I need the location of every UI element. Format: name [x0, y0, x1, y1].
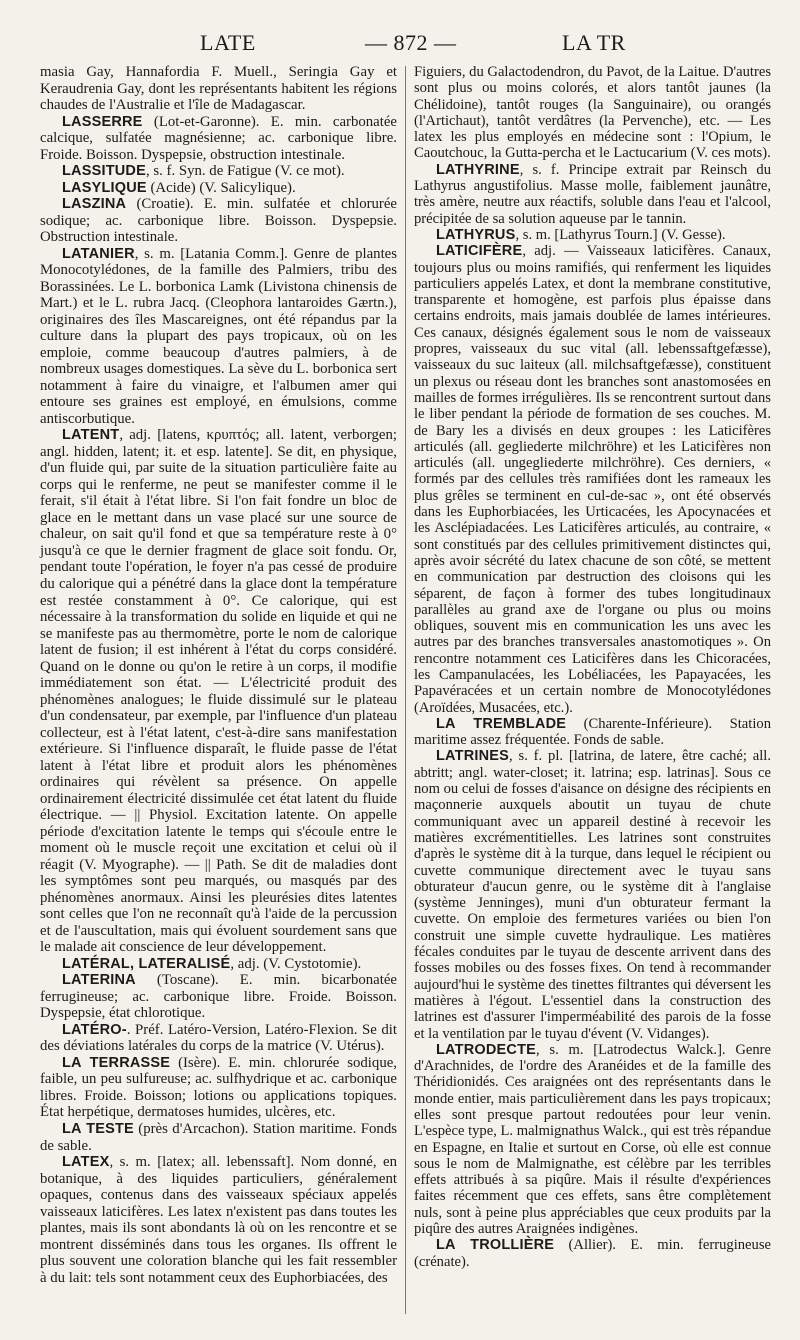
- dictionary-entry: [40, 64, 397, 114]
- entry-text: (Acide) (V. Salicylique).: [146, 179, 296, 196]
- entry-headword: LATÉRAL, LATERALISÉ: [62, 955, 231, 972]
- entry-headword: LASYLIQUE: [62, 179, 147, 196]
- entry-text: , s. m. [Latrodectus Walck.]. Genre d'Arachnides, de l'ordre des Aranéides et de la famille des Théridionidés. Ces araignées ont des représentants dans le monde entier, mais particulièrement dans les pays tropicaux; elles sont presque partout redoutées pour leur venin. L'espèce type, L. malmignathus Walck., qui est très répandue en Espagne, en Italie et surtout en Corse, où elle est connue sous le nom de Malmignathe, est célèbre par les terribles effets attribués à sa piqûre. Mais il résulte d'expériences faites récemment que ces effets, sans être complètement nuls, sont à peine plus appréciables que ceux produits par la piqûre des autres Araignées indigènes.: [414, 1041, 771, 1238]
- dictionary-entry: [40, 427, 397, 956]
- dictionary-entry: [414, 162, 771, 227]
- dictionary-entry: [40, 1022, 397, 1055]
- dictionary-entry: [40, 972, 397, 1022]
- entry-text: (Isère). E. min. chlorurée sodique, faible, un peu sulfureuse; ac. sulfhydrique et ac. carbonique libres. Froide. Boisson; lotions ou applications topiques. État herpétique, dermatoses humides, ulcères, etc.: [40, 1054, 397, 1121]
- dictionary-entry: [414, 716, 771, 749]
- entry-text: Figuiers, du Galactodendron, du Pavot, de la Laitue. D'autres sont plus ou moins colorés, et alors tantôt jaunes (la Chélidoine), tantôt rouges (la Sanguinaire), ou orangés (l'Artichaut), tantôt verdâtres (la Pervenche), etc. — Les latex les plus employés en médecine sont : l'Opium, le Caoutchouc, la Gutta-percha et le Lactucarium (V. ces mots).: [414, 64, 771, 162]
- entry-headword: LATENT: [62, 427, 120, 444]
- entry-headword: LASSERRE: [62, 113, 143, 130]
- column-divider: [405, 66, 406, 1314]
- entry-headword: LA TESTE: [62, 1121, 134, 1137]
- dictionary-entry: [40, 1154, 397, 1286]
- entry-text: , s. f. Principe extrait par Reinsch du Lathyrus angustifolius. Masse molle, faiblement jaunâtre, très amère, neutre aux réactifs, soluble dans l'eau et l'alcool, précipitée de sa solution aqueuse par le tannin.: [414, 161, 771, 227]
- running-head-right: LA TR: [562, 30, 626, 55]
- dictionary-entry: [40, 956, 397, 973]
- page-header: [40, 30, 760, 60]
- dictionary-entry: [40, 163, 397, 180]
- entry-text: (Charente-Inférieure). Station maritime assez fréquentée. Fonds de sable.: [414, 715, 771, 749]
- dictionary-entry: [414, 748, 771, 1041]
- entry-headword: LATRODECTE: [436, 1041, 537, 1058]
- dictionary-entry: [40, 180, 397, 197]
- dictionary-entry: [40, 196, 397, 246]
- entry-text: . Préf. Latéro-Version, Latéro-Flexion. Se dit des déviations latérales du corps de la matrice (V. Utérus).: [40, 1021, 397, 1055]
- left-column: [40, 64, 397, 1286]
- dictionary-entry: [414, 1042, 771, 1238]
- dictionary-entry: [414, 1237, 771, 1270]
- right-column: [414, 64, 771, 1270]
- entry-text: (près d'Arcachon). Station maritime. Fonds de sable.: [40, 1121, 397, 1154]
- dictionary-entry: [40, 246, 397, 428]
- entry-text: , s. f. pl. [latrina, de latere, être caché; all. abtritt; angl. water-closet; it. latrina; esp. latrinas]. Sous ce nom ou celui de fosses d'aisance on désigne des récipients en maçonnerie auxquels aboutit un tuyau de chute communiquant avec un appareil destiné à recevoir les matières excrémentitielles. Les latrines sont construites d'après le système dit à la turque, dans lequel le récipient ou cuvette communique directement avec le tuyau sans obturateur d'aucun genre, ou le système dit à l'anglaise (système Jenninges), muni d'un obturateur fermant la cuvette. On emploie des fermetures variées ou bien l'on construit une simple cuvette hydraulique. Les matières fécales conduites par le tuyau de descente arrivent dans des fosses mobiles ou des fosses fixes. On tend à recommander aujourd'hui le système des tinettes filtrantes qui déversent les matières à l'égout. L'essentiel dans la construction des latrines est d'assurer l'imperméabilité des parois de la fosse et la ventilation par le tuyau d'évent (V. Vidanges).: [414, 748, 771, 1042]
- entry-text: (Allier). E. min. ferrugineuse (crénate).: [414, 1237, 771, 1270]
- dictionary-entry: [414, 243, 771, 716]
- running-head-left: LATE: [200, 30, 256, 55]
- entry-headword: LATICIFÈRE: [436, 243, 523, 260]
- dictionary-entry: [414, 227, 771, 243]
- entry-text: , s. f. Syn. de Fatigue (V. ce mot).: [145, 163, 345, 180]
- entry-headword: LATRINES: [436, 748, 510, 765]
- entry-headword: LA TREMBLADE: [436, 715, 567, 732]
- dictionary-entry: [40, 1121, 397, 1154]
- entry-text: , adj. [latens, κρυπτός; all. latent, verborgen; angl. hidden, latent; it. et esp. latente]. Se dit, en physique, d'un fluide qui, par suite de la situation particulière faite au corps qui le renferme, ne peut se manifester comme il le ferait, s'il était à l'état libre. Si l'on fait fondre un bloc de glace en le mettant dans un vase placé sur une source de chaleur, on sait qu'il fond et que sa température reste à 0° jusqu'à ce que le dernier fragment de glace soit fondu. Or, pendant toute l'opération, le foyer n'a pas cessé de produire du calorique qui a pénétré dans la glace dont la température est restée constamment à 0°. Ce calorique, qui est nécessaire à la transformation du solide en liquide et qui ne se manifeste pas au thermomètre, porte le nom de calorique latent de fusion; il est inhérent à l'état du corps considéré. Quand on le donne ou qu'on le retire à un corps, il modifie immédiatement son état. — L'électricité produit des phénomènes analogues; le fluide dissimulé sur le plateau d'un condensateur, par exemple, par l'influence d'un plateau collecteur, est à l'état latent, c'est-à-dire sans manifestation extérieure. Si l'influence disparaît, le fluide passe de l'état latent à l'état libre et produit alors les phénomènes ordinaires qui révèlent sa présence. On appelle ordinairement électricité dissimulée cet état latent du fluide électrique. — || Physiol. Excitation latente. On appelle période d'excitation latente le temps qui s'écoule entre le moment où le muscle reçoit une excitation et celui où il réagit (V. Myographe). — || Path. Se dit de maladies dont les symptômes sont peu marqués, ou masqués par des phénomènes anormaux. Ainsi les pleurésies dites latentes sont celles que l'on ne reconnaît qu'à l'aide de la percussion et de l'auscultation, mais qui évoluent sourdement sans que le malade ait conscience de leur développement.: [40, 427, 397, 956]
- dictionary-entry: [40, 1055, 397, 1121]
- entry-headword: LA TERRASSE: [62, 1054, 171, 1071]
- entry-headword: LATEX: [62, 1154, 110, 1171]
- entry-headword: LATHYRUS: [436, 226, 516, 243]
- entry-text: masia Gay, Hannafordia F. Muell., Seringia Gay et Keraudrenia Gay, dont les représentants habitent les régions chaudes de l'Australie et l'île de Madagascar.: [40, 64, 397, 114]
- entry-headword: LA TROLLIÈRE: [436, 1237, 555, 1254]
- entry-headword: LASSITUDE: [62, 163, 146, 180]
- entry-headword: LATHYRINE: [436, 161, 520, 178]
- entry-text: , s. m. [Lathyrus Tourn.] (V. Gesse).: [515, 226, 726, 243]
- dictionary-entry: [40, 114, 397, 164]
- entry-text: , adj. (V. Cystotomie).: [230, 955, 362, 972]
- entry-text: , s. m. [latex; all. lebenssaft]. Nom donné, en botanique, à des liquides particuliers, généralement opaques, contenus dans des vaisseaux spéciaux appelés vaisseaux laticifères. Les latex n'existent pas dans toutes les plantes, mais ils sont abondants là où on les rencontre et se montrent disséminés dans tous les organes. Ils offrent le plus souvent une coloration blanche qui les fait ressembler à du lait: tels sont notamment ceux des Euphorbiacées, des: [40, 1154, 397, 1286]
- page-number: — 872 —: [365, 30, 457, 55]
- dictionary-entry: [414, 64, 771, 162]
- entry-text: , adj. — Vaisseaux laticifères. Canaux, toujours plus ou moins ramifiés, qui renferment les liquides particuliers appelés Latex, et dont la membrane constitutive, transparente et homogène, est parfois plus épaisse dans certains endroits, mais jamais doublée de lames intérieures. Ces canaux, désignés également sous le nom de vaisseaux propres, vaisseaux du suc vital (all. lebenssaftgefæsse), vaisseaux du suc laiteux (all. milchsaftgefæsse), constituent un plexus ou réseau dont les branches sont anastomosées en mailles de formes irrégulières. Ils se rencontrent surtout dans le liber pendant la période de formation de ses couches. M. de Bary les a divisés en deux groupes : les Laticifères articulés (all. gegliederte milchröhre) et les Laticifères non articulés (all. ungegliederte milchröhre). Ces derniers, « formés par des cellules très ramifiées dont les rameaux les plus grêles se terminent en cul-de-sac », ont été observés dans les Euphorbiacées, les Urticacées, les Apocynacées et les Asclépiadacées. Les Laticifères articulés, au contraire, « sont constitués par des cellules primitivement distinctes qui, après avoir sécrété du latex chacune de son côté, se mettent en communication par destruction des cloisons qui les séparent, de façon à former des tubes longitudinaux parallèles au grand axe de l'organe ou plus ou moins obliques, souvent mis en communication les uns avec les autres par des branches transversales anastomotiques ». On rencontre notamment ces Laticifères dans les Chicoracées, les Campanulacées, les Lobéliacées, les Papayacées, les Papavéracées et un certain nombre de Monocotylédones (Aroïdées, Musacées, etc.).: [414, 243, 771, 716]
- entry-headword: LATERINA: [62, 972, 136, 989]
- entry-headword: LASZINA: [62, 196, 127, 213]
- entry-headword: LATÉRO-: [62, 1021, 127, 1038]
- entry-headword: LATANIER: [62, 245, 135, 262]
- entry-text: (Croatie). E. min. sulfatée et chlorurée sodique; ac. carbonique libre. Boisson. Dyspepsie. Obstruction intestinale.: [40, 196, 397, 246]
- entry-text: , s. m. [Latania Comm.]. Genre de plantes Monocotylédones, de la famille des Palmiers, tribu des Borassinées. Le L. borbonica Lamk (Livistona chinensis de Mart.) et le L. rubra Jacq. (Cleophora lantaroides Gærtn.), originaires des îles Mascareignes, ont été répandus par la culture dans la plupart des pays tropicaux, où on les emploie, comme beaucoup d'autres palmiers, à de nombreux usages domestiques. La sève du L. borbonica sert notamment à faire du vinaigre, et l'albumen amer qui entoure ses graines est employé, en émulsions, comme antiscorbutique.: [40, 245, 397, 427]
- entry-text: (Lot-et-Garonne). E. min. carbonatée calcique, sulfatée magnésienne; ac. carbonique libre. Froide. Boisson. Dyspepsie, obstruction intestinale.: [40, 113, 397, 163]
- entry-text: (Toscane). E. min. bicarbonatée ferrugineuse; ac. carbonique libre. Froide. Boisson. Dyspepsie, état chlorotique.: [40, 972, 397, 1022]
